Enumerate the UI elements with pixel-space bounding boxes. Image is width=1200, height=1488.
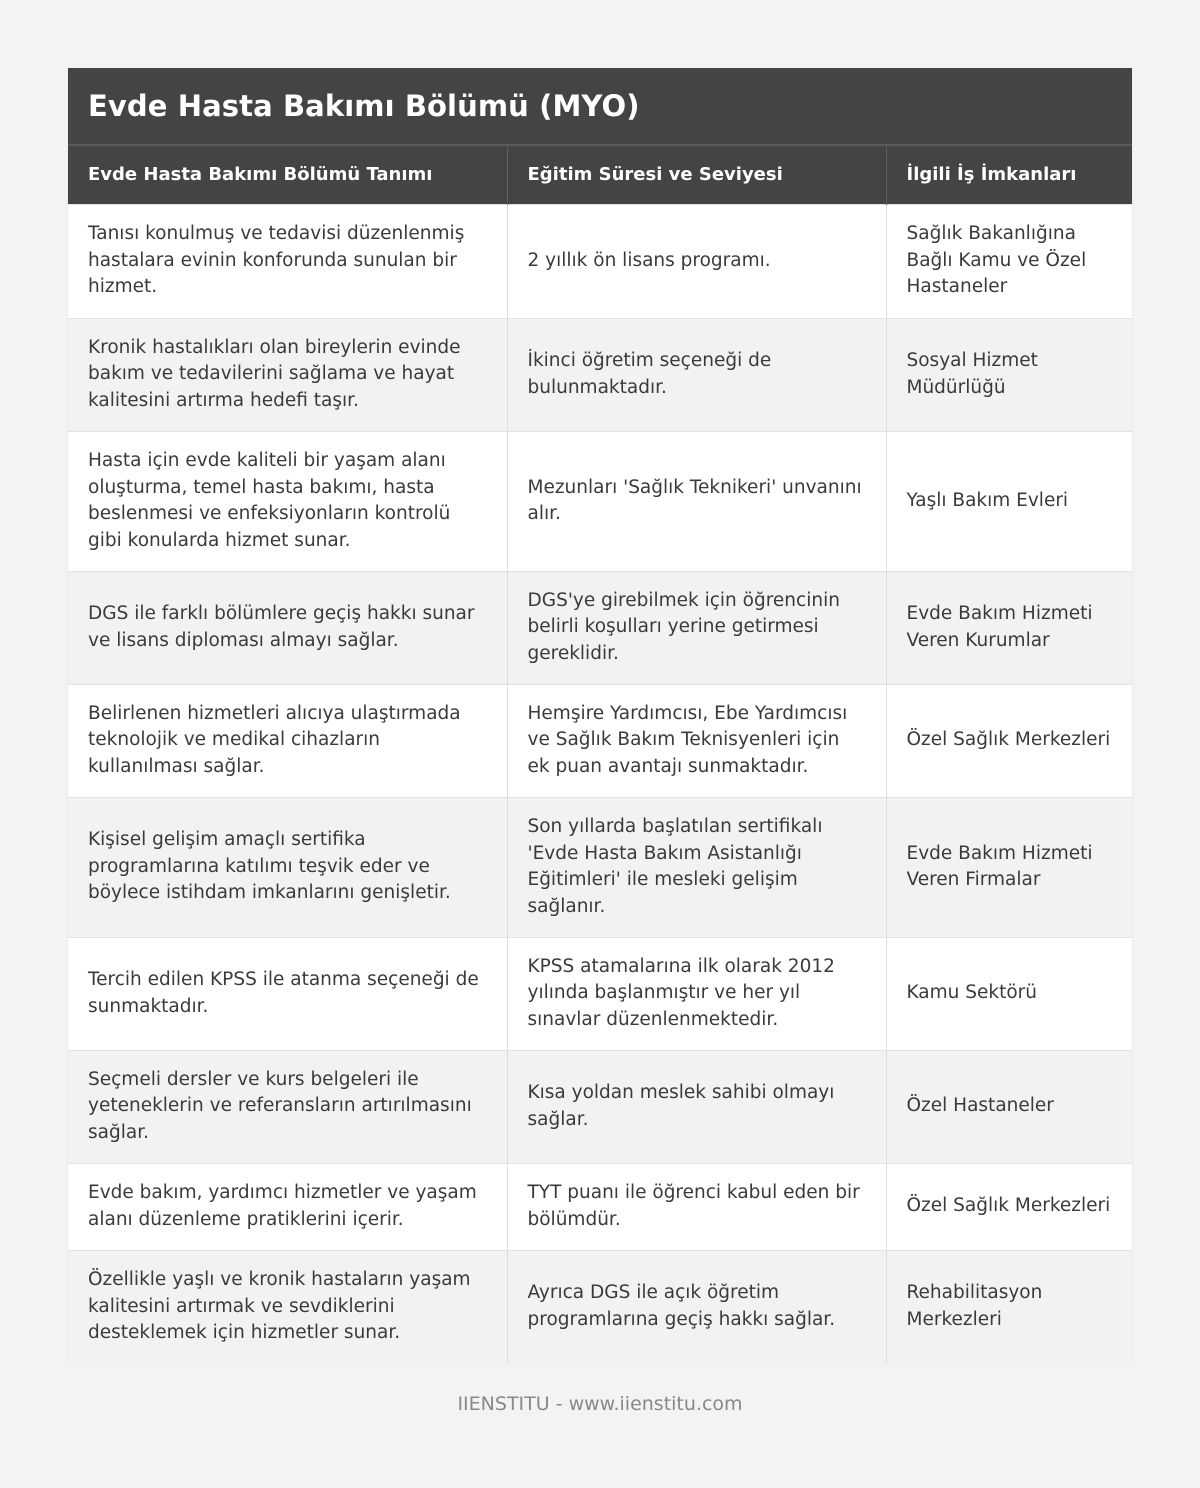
- table-cell: İkinci öğretim seçeneği de bulunmaktadır.: [507, 318, 886, 431]
- table-cell: Kamu Sektörü: [886, 937, 1132, 1050]
- table-cell: Tanısı konulmuş ve tedavisi düzenlenmiş hastalara evinin konforunda sunulan bir hizmet.: [68, 204, 507, 318]
- table-cell: Özel Sağlık Merkezleri: [886, 1163, 1132, 1250]
- info-table: [68, 144, 1132, 1363]
- table-cell: Belirlenen hizmetleri alıcıya ulaştırmada teknolojik ve medikal cihazların kullanılması sağlar.: [68, 684, 507, 797]
- table-cell: 2 yıllık ön lisans programı.: [507, 204, 886, 318]
- content-card: [68, 68, 1132, 1363]
- column-header-jobs: İlgili İş İmkanları: [886, 145, 1132, 204]
- table-cell: DGS ile farklı bölümlere geçiş hakkı sunar ve lisans diploması almayı sağlar.: [68, 571, 507, 684]
- table-cell: TYT puanı ile öğrenci kabul eden bir bölümdür.: [507, 1163, 886, 1250]
- table-cell: Mezunları 'Sağlık Teknikeri' unvanını alır.: [507, 431, 886, 571]
- page-title: Evde Hasta Bakımı Bölümü (MYO): [88, 89, 640, 123]
- table-cell: Son yıllarda başlatılan sertifikalı 'Evde Hasta Bakım Asistanlığı Eğitimleri' ile mesleki gelişim sağlanır.: [507, 797, 886, 937]
- table-cell: Evde Bakım Hizmeti Veren Firmalar: [886, 797, 1132, 937]
- table-row: [68, 318, 1132, 431]
- column-header-duration: Eğitim Süresi ve Seviyesi: [507, 145, 886, 204]
- table-header-row: [68, 145, 1132, 204]
- table-cell: Seçmeli dersler ve kurs belgeleri ile yeteneklerin ve referansların artırılmasını sağlar.: [68, 1050, 507, 1163]
- table-cell: Özel Sağlık Merkezleri: [886, 684, 1132, 797]
- table-cell: Sosyal Hizmet Müdürlüğü: [886, 318, 1132, 431]
- table-cell: Hemşire Yardımcısı, Ebe Yardımcısı ve Sağlık Bakım Teknisyenleri için ek puan avantajı sunmaktadır.: [507, 684, 886, 797]
- table-row: [68, 684, 1132, 797]
- title-bar: [68, 68, 1132, 144]
- table-row: [68, 204, 1132, 318]
- table-cell: KPSS atamalarına ilk olarak 2012 yılında başlanmıştır ve her yıl sınavlar düzenlenmektedir.: [507, 937, 886, 1050]
- footer-credit: IIENSTITU - www.iienstitu.com: [457, 1393, 743, 1415]
- table-cell: Rehabilitasyon Merkezleri: [886, 1250, 1132, 1363]
- table-cell: Kronik hastalıkları olan bireylerin evinde bakım ve tedavilerini sağlama ve hayat kalitesini artırma hedefi taşır.: [68, 318, 507, 431]
- table-cell: Yaşlı Bakım Evleri: [886, 431, 1132, 571]
- table-row: [68, 1050, 1132, 1163]
- table-cell: Kısa yoldan meslek sahibi olmayı sağlar.: [507, 1050, 886, 1163]
- table-cell: Ayrıca DGS ile açık öğretim programlarına geçiş hakkı sağlar.: [507, 1250, 886, 1363]
- table-cell: Kişisel gelişim amaçlı sertifika programlarına katılımı teşvik eder ve böylece istihdam imkanlarını genişletir.: [68, 797, 507, 937]
- table-row: [68, 797, 1132, 937]
- table-cell: DGS'ye girebilmek için öğrencinin belirli koşulları yerine getirmesi gereklidir.: [507, 571, 886, 684]
- table-cell: Evde bakım, yardımcı hizmetler ve yaşam alanı düzenleme pratiklerini içerir.: [68, 1163, 507, 1250]
- table-cell: Özellikle yaşlı ve kronik hastaların yaşam kalitesini artırmak ve sevdiklerini desteklemek için hizmetler sunar.: [68, 1250, 507, 1363]
- table-cell: Tercih edilen KPSS ile atanma seçeneği de sunmaktadır.: [68, 937, 507, 1050]
- table-cell: Hasta için evde kaliteli bir yaşam alanı oluşturma, temel hasta bakımı, hasta beslenmesi ve enfeksiyonların kontrolü gibi konularda hizmet sunar.: [68, 431, 507, 571]
- column-header-description: Evde Hasta Bakımı Bölümü Tanımı: [68, 145, 507, 204]
- table-cell: Özel Hastaneler: [886, 1050, 1132, 1163]
- table-row: [68, 571, 1132, 684]
- table-row: [68, 1163, 1132, 1250]
- table-row: [68, 937, 1132, 1050]
- table-row: [68, 431, 1132, 571]
- table-cell: Sağlık Bakanlığına Bağlı Kamu ve Özel Hastaneler: [886, 204, 1132, 318]
- table-row: [68, 1250, 1132, 1363]
- table-cell: Evde Bakım Hizmeti Veren Kurumlar: [886, 571, 1132, 684]
